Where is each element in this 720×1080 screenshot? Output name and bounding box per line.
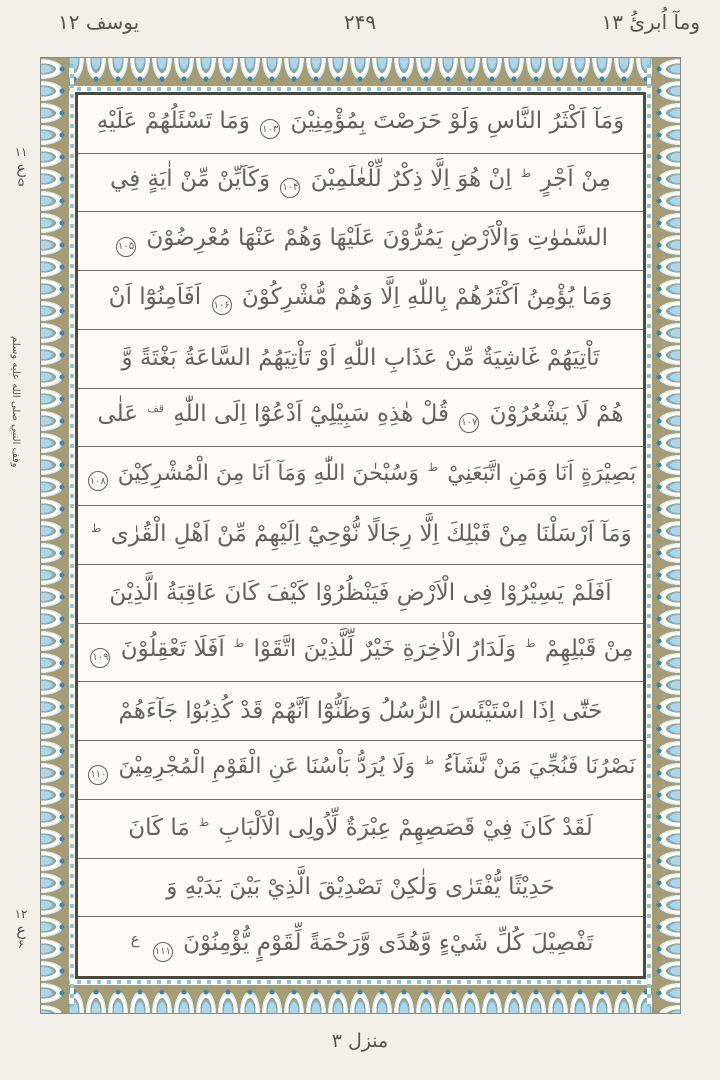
page-number: ۲۴۹ (343, 10, 377, 34)
ayah-marker: ۱۰۹ (90, 648, 110, 668)
waqf-mark: ط (525, 637, 536, 651)
quran-text-block (78, 95, 643, 976)
quran-text: بَصِيْرَةٍ اَنَا وَمَنِ اتَّبَعَنِيْ (447, 460, 637, 486)
quran-line (78, 447, 643, 506)
quran-line-text (82, 522, 639, 547)
quran-line (78, 741, 643, 800)
quran-text: تَاْتِيَهُمْ غَاشِيَةٌ مِّنْ عَذَابِ اللّٰهِ اَوْ تَاْتِيَهُمُ السَّاعَةُ بَغْتَةً وَّ (121, 345, 600, 372)
quran-line-text (82, 346, 639, 371)
ayah-marker: ۱۰۶ (212, 295, 232, 315)
quran-text: مِنْ قَبْلِهِمْ (544, 636, 634, 663)
quran-text: وَكَاَيِّنْ مِّنْ اٰيَةٍ فِي (110, 166, 271, 193)
waqf-mark: ط (234, 637, 245, 651)
quran-line-text (82, 931, 639, 962)
waqf-mark: ط (91, 522, 102, 536)
quran-line-text (82, 285, 639, 316)
quran-line-text (82, 462, 639, 492)
quran-line (78, 565, 643, 624)
ayah-marker: ۱۰۵ (116, 237, 136, 257)
quran-line-text (82, 637, 639, 668)
quran-line (78, 95, 643, 154)
quran-text: حَدِيْثًا يُّفْتَرٰى وَلٰكِنْ تَصْدِيْقَ الَّذِيْ بَيْنَ يَدَيْهِ وَ (166, 873, 555, 900)
manzil-label: منزل ۳ (331, 1030, 389, 1052)
waqf-mark: قف (147, 402, 164, 416)
quran-line (78, 624, 643, 683)
ayah-marker: ۱۰۸ (88, 471, 108, 491)
quran-text: وَلَدَارُ الْاٰخِرَةِ خَيْرٌ لِّلَّذِيْنَ اتَّقَوْا (253, 636, 517, 663)
ruku-surah-number: ۱۱ (14, 145, 28, 159)
quran-text: وَمَا تَسْئَلُهُمْ عَلَيْهِ (96, 107, 250, 134)
quran-text: وَلَا يُرَدُّ بَاْسُنَا عَنِ الْقَوْمِ الْمُجْرِمِيْنَ (118, 754, 416, 780)
quran-text: السَّمٰوٰتِ وَالْاَرْضِ يَمُرُّوْنَ عَلَيْهَا وَهُمْ عَنْهَا مُعْرِضُوْنَ (146, 225, 608, 252)
quran-line (78, 800, 643, 859)
quran-line-text (82, 109, 639, 140)
quran-line (78, 271, 643, 330)
quran-text: لَقَدْ كَانَ فِيْ قَصَصِهِمْ عِبْرَةٌ لِّاُولِى الْاَلْبَابِ (218, 815, 593, 842)
quran-line-text (82, 875, 639, 900)
page-header (0, 6, 720, 48)
quran-text: وَمَآ اَكْثَرُ النَّاسِ وَلَوْ حَرَصْتَ بِمُؤْمِنِيْنَ (290, 107, 625, 134)
ruku-juz-number: ۵ (17, 174, 25, 189)
waqf-mark: ط (521, 167, 532, 181)
quran-text: نَصْرُنَا فَنُجِّيَ مَنْ نَّشَآءُ (443, 754, 636, 780)
quran-text: اِنْ هُوَ اِلَّا ذِكْرٌ لِّلْعٰلَمِيْنَ (310, 166, 512, 193)
quran-line (78, 506, 643, 565)
border-ornament-top (41, 58, 680, 86)
quran-text: اَفَلَمْ يَسِيْرُوْا فِى الْاَرْضِ فَيَنْظُرُوْا كَيْفَ كَانَ عَاقِبَةُ الَّذِيْنَ (109, 580, 612, 607)
quran-line (78, 154, 643, 213)
quran-text: وَسُبْحٰنَ اللّٰهِ وَمَآ اَنَا مِنَ الْمُشْرِكِيْنَ (117, 460, 419, 486)
quran-line-text (82, 699, 639, 724)
ayah-marker: ۱۱۰ (88, 765, 108, 785)
quran-text: تَفْصِيْلَ كُلِّ شَيْءٍ وَّهُدًى وَّرَحْمَةً لِّقَوْمٍ يُّؤْمِنُوْنَ (183, 930, 594, 957)
ayah-marker: ۱۰۷ (459, 413, 479, 433)
quran-line (78, 917, 643, 976)
quran-text: وَمَا يُؤْمِنُ اَكْثَرُهُمْ بِاللّٰهِ اِلَّا وَهُمْ مُّشْرِكُوْنَ (241, 283, 613, 310)
quran-text: قُلْ هٰذِهِ سَبِيْلِيْٓ اَدْعُوْٓا اِلَى اللّٰهِ (173, 401, 449, 428)
decorative-border-frame (40, 57, 681, 1014)
quran-text: مَا كَانَ (128, 815, 190, 842)
ayah-marker: ۱۰۳ (260, 119, 280, 139)
surah-label: يوسف ۱۲ (58, 10, 140, 34)
quran-line (78, 859, 643, 918)
border-ornament-bottom (41, 985, 680, 1013)
quran-text: اَفَلَا تَعْقِلُوْنَ (120, 636, 225, 663)
ruku-surah-number: ۱۲ (14, 907, 28, 921)
quran-line-text (82, 755, 639, 785)
quran-line (78, 330, 643, 389)
quran-line-text (82, 816, 639, 841)
quran-text: عَلٰى (97, 401, 138, 428)
quran-line-text (82, 167, 639, 198)
ayah-marker: ۱۱۱ (153, 942, 173, 962)
juz-label: ومآ اُبرئُ ۱۳ (601, 10, 700, 34)
waqf-mark: ط (424, 754, 435, 768)
ayah-marker: ۱۰۴ (280, 178, 300, 198)
ruku-marker-bottom (8, 908, 34, 952)
quran-line-text (82, 226, 639, 257)
border-ornament-left (41, 58, 69, 1013)
border-ornament-right (652, 58, 680, 1013)
waqf-mark: ط (199, 816, 210, 830)
ruku-ain-icon: ع (16, 157, 26, 177)
quran-line (78, 682, 643, 741)
ruku-marker-top (8, 146, 34, 190)
margin-note-waqf-nabi: وقف النبي صلى الله عليه وسلم (10, 336, 21, 468)
quran-text: حَتّٰٓى اِذَا اسْتَيْئَسَ الرُّسُلُ وَظَنُّوْٓا اَنَّهُمْ قَدْ كُذِبُوْا جَآءَهُمْ (118, 697, 603, 724)
quran-text: وَمَآ اَرْسَلْنَا مِنْ قَبْلِكَ اِلَّا رِجَالًا نُّوْحِيْٓ اِلَيْهِمْ مِّنْ اَهْلِ الْقُرٰى (110, 521, 632, 548)
quran-text: هُمْ لَا يَشْعُرُوْنَ (489, 401, 624, 428)
ruku-end-mark: ع (130, 930, 140, 949)
ruku-ain-icon: ع (16, 919, 26, 939)
quran-text: مِنْ اَجْرٍ (540, 166, 611, 193)
quran-line (78, 212, 643, 271)
quran-line-text (82, 581, 639, 606)
waqf-mark: ط (428, 460, 439, 474)
ruku-juz-number: ۶ (17, 936, 25, 951)
quran-text: اَفَاَمِنُوْٓا اَنْ (108, 283, 202, 310)
quran-line (78, 389, 643, 448)
quran-line-text (82, 402, 639, 433)
text-frame (75, 92, 646, 979)
